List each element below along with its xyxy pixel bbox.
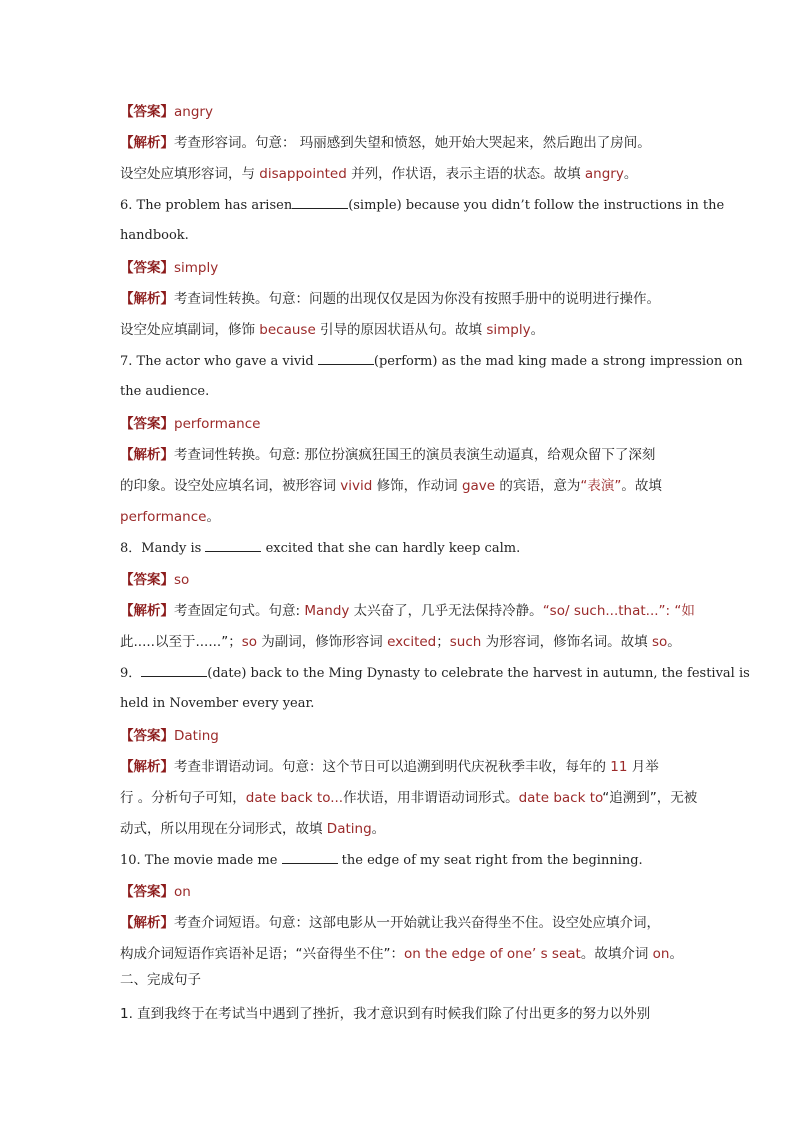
question-text: handbook.	[120, 228, 189, 243]
question-text: 7. The actor who gave a vivid	[120, 354, 318, 369]
analysis-keyword: simply	[486, 322, 531, 338]
analysis-text: 的印象。设空处应填名词，被形容词	[120, 478, 341, 494]
analysis-7-line-2	[120, 476, 676, 496]
answer-8	[120, 570, 676, 590]
answer-10	[120, 882, 676, 902]
question-10	[120, 850, 676, 871]
analysis-keyword: so	[651, 634, 668, 650]
analysis-text: 引导的原因状语从句。故填	[315, 322, 487, 338]
analysis-10-line-1	[120, 913, 676, 933]
question-9-line-1	[120, 663, 750, 684]
analysis-tag: 【解析】	[120, 447, 174, 463]
question-7-line-2	[120, 382, 676, 402]
analysis-text: 设空处应填副词，修饰	[120, 322, 260, 338]
analysis-keyword: excited	[387, 634, 437, 650]
analysis-text: 的宾语，意为	[495, 478, 581, 494]
answer-value: simply	[174, 260, 219, 276]
analysis-keyword: vivid	[340, 478, 373, 494]
analysis-text: 。	[623, 166, 638, 182]
analysis-text: 并列，作状语，表示主语的状态。故填	[346, 166, 585, 182]
analysis-9-line-3	[120, 819, 676, 839]
analysis-6-line-2	[120, 320, 676, 340]
answer-blank	[292, 195, 348, 209]
answer-value: Dating	[174, 728, 219, 744]
answer-value: so	[174, 572, 190, 588]
analysis-text: 。故填	[621, 478, 662, 494]
question-9-line-2	[120, 694, 676, 714]
analysis-tag: 【解析】	[120, 135, 174, 151]
analysis-text: 行 。分析句子可知，	[120, 790, 246, 806]
question-text: 6. The problem has arisen	[120, 198, 293, 213]
analysis-5-line-2	[120, 164, 676, 184]
analysis-tag: 【解析】	[120, 291, 174, 307]
analysis-text: 。故填介词	[580, 946, 653, 962]
analysis-keyword: “表演”	[580, 478, 622, 494]
analysis-text: 作状语，用非谓语动词形式。	[343, 790, 519, 806]
analysis-tag: 【解析】	[120, 603, 174, 619]
analysis-8-line-1	[120, 601, 695, 621]
sentence-1	[120, 1004, 676, 1024]
analysis-keyword: 11	[610, 759, 628, 775]
question-text: held in November every year.	[120, 696, 315, 711]
analysis-text: 考查词性转换。句意：问题的出现仅仅是因为你没有按照手册中的说明进行操作。	[174, 291, 660, 307]
answer-blank	[205, 538, 261, 552]
analysis-5-line-1	[120, 133, 676, 153]
question-6-line-1	[120, 195, 725, 216]
analysis-text: 。	[206, 509, 220, 525]
analysis-keyword: performance	[120, 509, 207, 525]
answer-blank	[282, 850, 338, 864]
analysis-6-line-1	[120, 289, 676, 309]
section-title	[120, 970, 676, 990]
question-6-line-2	[120, 226, 676, 246]
analysis-text: 构成介词短语作宾语补足语；“兴奋得坐不住”：	[120, 946, 404, 962]
question-8	[120, 538, 676, 559]
analysis-keyword: date back to	[518, 790, 603, 806]
analysis-keyword: such	[449, 634, 482, 650]
answer-value: performance	[174, 416, 261, 432]
answer-tag: 【答案】	[120, 572, 174, 588]
analysis-text: 此.....以至于......”；	[120, 634, 242, 650]
analysis-keyword: date back to...	[245, 790, 344, 806]
analysis-keyword: because	[259, 322, 316, 338]
analysis-keyword: on the edge of one’ s seat	[404, 946, 581, 962]
analysis-text: 太兴奋了，几乎无法保持冷静。	[349, 603, 543, 619]
analysis-9-line-1	[120, 757, 676, 777]
answer-blank	[141, 663, 207, 677]
answer-tag: 【答案】	[120, 884, 174, 900]
question-text: 8．Mandy is	[120, 541, 206, 556]
analysis-text: 。	[667, 634, 681, 650]
analysis-9-line-2	[120, 788, 698, 808]
question-text: (simple) because you didn’t follow the instructions in the	[348, 198, 725, 213]
answer-tag: 【答案】	[120, 416, 174, 432]
analysis-keyword: angry	[584, 166, 624, 182]
analysis-text: 修饰，作动词	[372, 478, 462, 494]
analysis-keyword: so	[241, 634, 257, 650]
analysis-text: 考查形容词。句意： 玛丽感到失望和愤怒，她开始大哭起来，然后跑出了房间。	[174, 135, 651, 151]
analysis-7-line-1	[120, 445, 676, 465]
analysis-keyword: Mandy	[304, 603, 350, 619]
analysis-text: “追溯到”，无被	[602, 790, 698, 806]
analysis-keyword: “so/ such...that...”: “如	[542, 603, 695, 619]
section-title-text: 二、完成句子	[120, 972, 201, 988]
analysis-keyword: disappointed	[259, 166, 347, 182]
question-text: 9．	[120, 666, 142, 681]
question-text: the audience.	[120, 384, 210, 399]
analysis-8-line-2	[120, 632, 681, 652]
analysis-text: 考查词性转换。句意: 那位扮演疯狂国王的演员表演生动逼真，给观众留下了深刻	[174, 447, 656, 463]
analysis-tag: 【解析】	[120, 915, 174, 931]
answer-tag: 【答案】	[120, 728, 174, 744]
analysis-text: 考查固定句式。句意:	[174, 603, 305, 619]
question-7-line-1	[120, 351, 743, 372]
answer-blank	[318, 351, 374, 365]
analysis-text: 月举	[627, 759, 659, 775]
question-text: (perform) as the mad king made a strong impression on	[373, 354, 743, 369]
analysis-text: 为副词，修饰形容词	[257, 634, 388, 650]
question-text: the edge of my seat right from the beginning.	[337, 853, 643, 868]
analysis-keyword: on	[652, 946, 670, 962]
question-text: (date) back to the Ming Dynasty to celebrate the harvest in autumn, the festival is	[207, 666, 750, 681]
sentence-number: 1.	[120, 1006, 138, 1022]
analysis-tag: 【解析】	[120, 759, 174, 775]
answer-9	[120, 726, 676, 746]
answer-6	[120, 258, 676, 278]
analysis-text: 考查介词短语。句意：这部电影从一开始就让我兴奋得坐不住。设空处应填介词，	[174, 915, 660, 931]
answer-tag: 【答案】	[120, 104, 174, 120]
sentence-text: 直到我终于在考试当中遇到了挫折，我才意识到有时候我们除了付出更多的努力以外别	[137, 1006, 651, 1022]
analysis-keyword: Dating	[326, 821, 372, 837]
analysis-text: ；	[436, 634, 450, 650]
answer-5	[120, 102, 676, 122]
analysis-text: 设空处应填形容词，与	[120, 166, 260, 182]
answer-7	[120, 414, 676, 434]
question-text: excited that she can hardly keep calm.	[261, 541, 521, 556]
answer-value: angry	[174, 104, 213, 120]
analysis-7-line-3	[120, 507, 676, 527]
analysis-text: 。	[371, 821, 386, 837]
analysis-keyword: gave	[461, 478, 496, 494]
analysis-text: 为形容词，修饰名词。故填	[481, 634, 652, 650]
answer-value: on	[174, 884, 191, 900]
answer-tag: 【答案】	[120, 260, 174, 276]
analysis-text: 。	[530, 322, 545, 338]
analysis-text: 。	[669, 946, 683, 962]
analysis-text: 动式，所以用现在分词形式，故填	[120, 821, 327, 837]
question-text: 10. The movie made me	[120, 853, 282, 868]
analysis-10-line-2	[120, 944, 683, 964]
analysis-text: 考查非谓语动词。句意：这个节日可以追溯到明代庆祝秋季丰收，每年的	[174, 759, 611, 775]
